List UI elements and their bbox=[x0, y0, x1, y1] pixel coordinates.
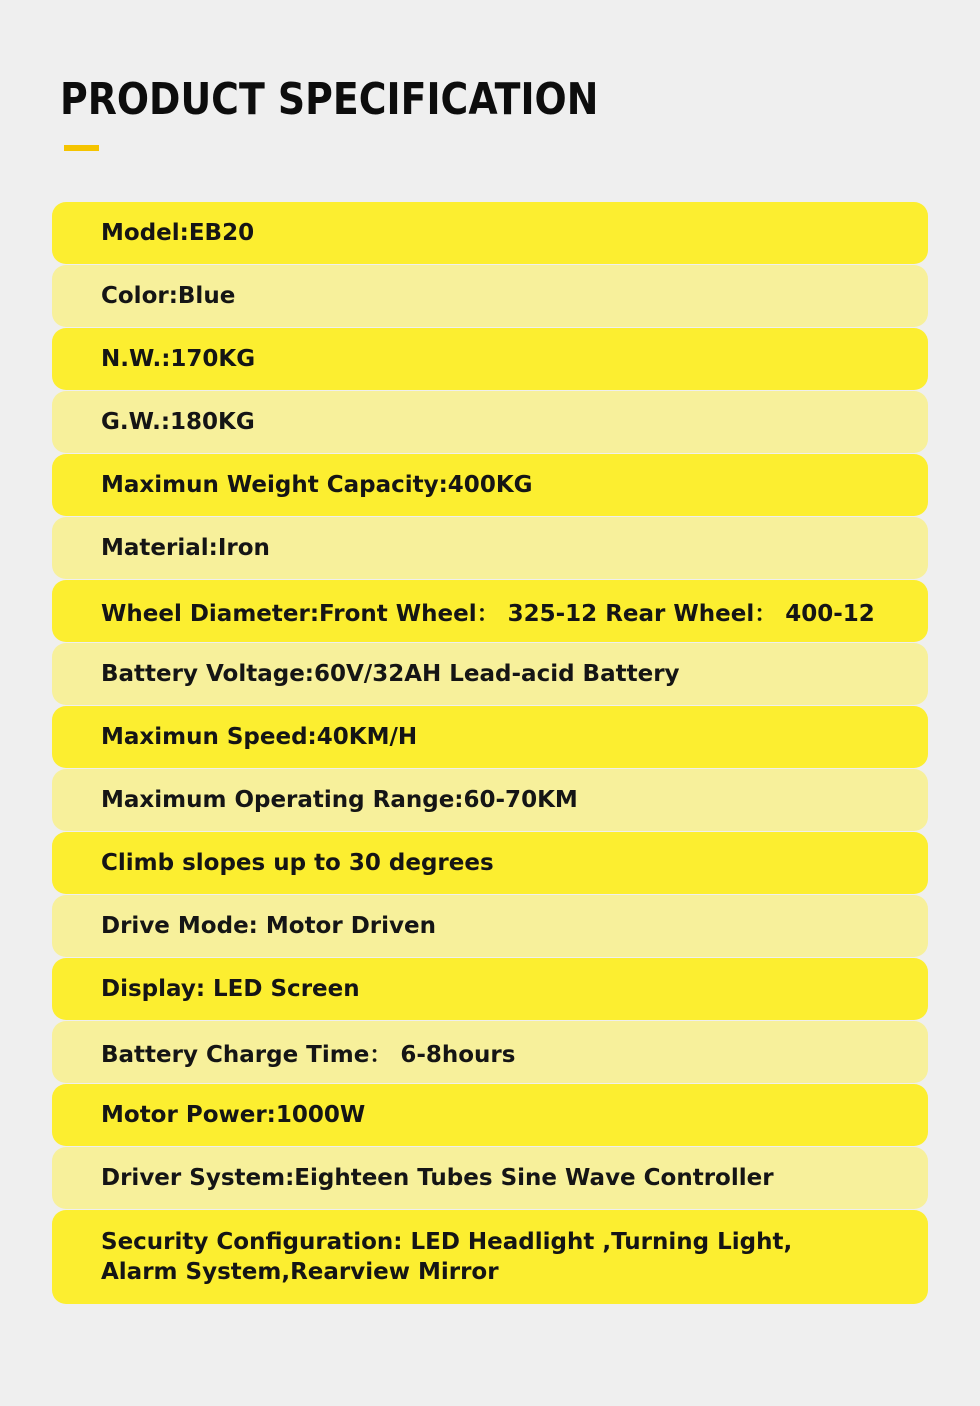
spec-row-net-weight: N.W.:170KG bbox=[52, 328, 928, 390]
spec-row-operating-range: Maximum Operating Range:60-70KM bbox=[52, 769, 928, 831]
spec-row-max-speed: Maximun Speed:40KM/H bbox=[52, 706, 928, 768]
spec-row-gross-weight: G.W.:180KG bbox=[52, 391, 928, 453]
spec-row-charge-time: Battery Charge Time： 6-8hours bbox=[52, 1021, 928, 1083]
spec-row-material: Material:Iron bbox=[52, 517, 928, 579]
spec-row-display: Display: LED Screen bbox=[52, 958, 928, 1020]
spec-row-battery-voltage: Battery Voltage:60V/32AH Lead-acid Battery bbox=[52, 643, 928, 705]
spec-row-security bbox=[52, 1210, 928, 1304]
spec-row-drive-mode: Drive Mode: Motor Driven bbox=[52, 895, 928, 957]
spec-row-driver-system: Driver System:Eighteen Tubes Sine Wave Controller bbox=[52, 1147, 928, 1209]
spec-row-motor-power: Motor Power:1000W bbox=[52, 1084, 928, 1146]
spec-row-wheel-diameter: Wheel Diameter:Front Wheel： 325-12 Rear Wheel： 400-12 bbox=[52, 580, 928, 642]
spec-row-climb-slope: Climb slopes up to 30 degrees bbox=[52, 832, 928, 894]
spec-list bbox=[52, 202, 928, 1305]
security-line-1: Security Configuration: LED Headlight ,Turning Light, bbox=[101, 1229, 793, 1255]
spec-row-color: Color:Blue bbox=[52, 265, 928, 327]
spec-row-weight-capacity: Maximun Weight Capacity:400KG bbox=[52, 454, 928, 516]
page-title: PRODUCT SPECIFICATION bbox=[60, 74, 599, 125]
spec-row-model: Model:EB20 bbox=[52, 202, 928, 264]
security-line-2: Alarm System,Rearview Mirror bbox=[101, 1259, 499, 1285]
title-accent-bar bbox=[64, 145, 99, 151]
